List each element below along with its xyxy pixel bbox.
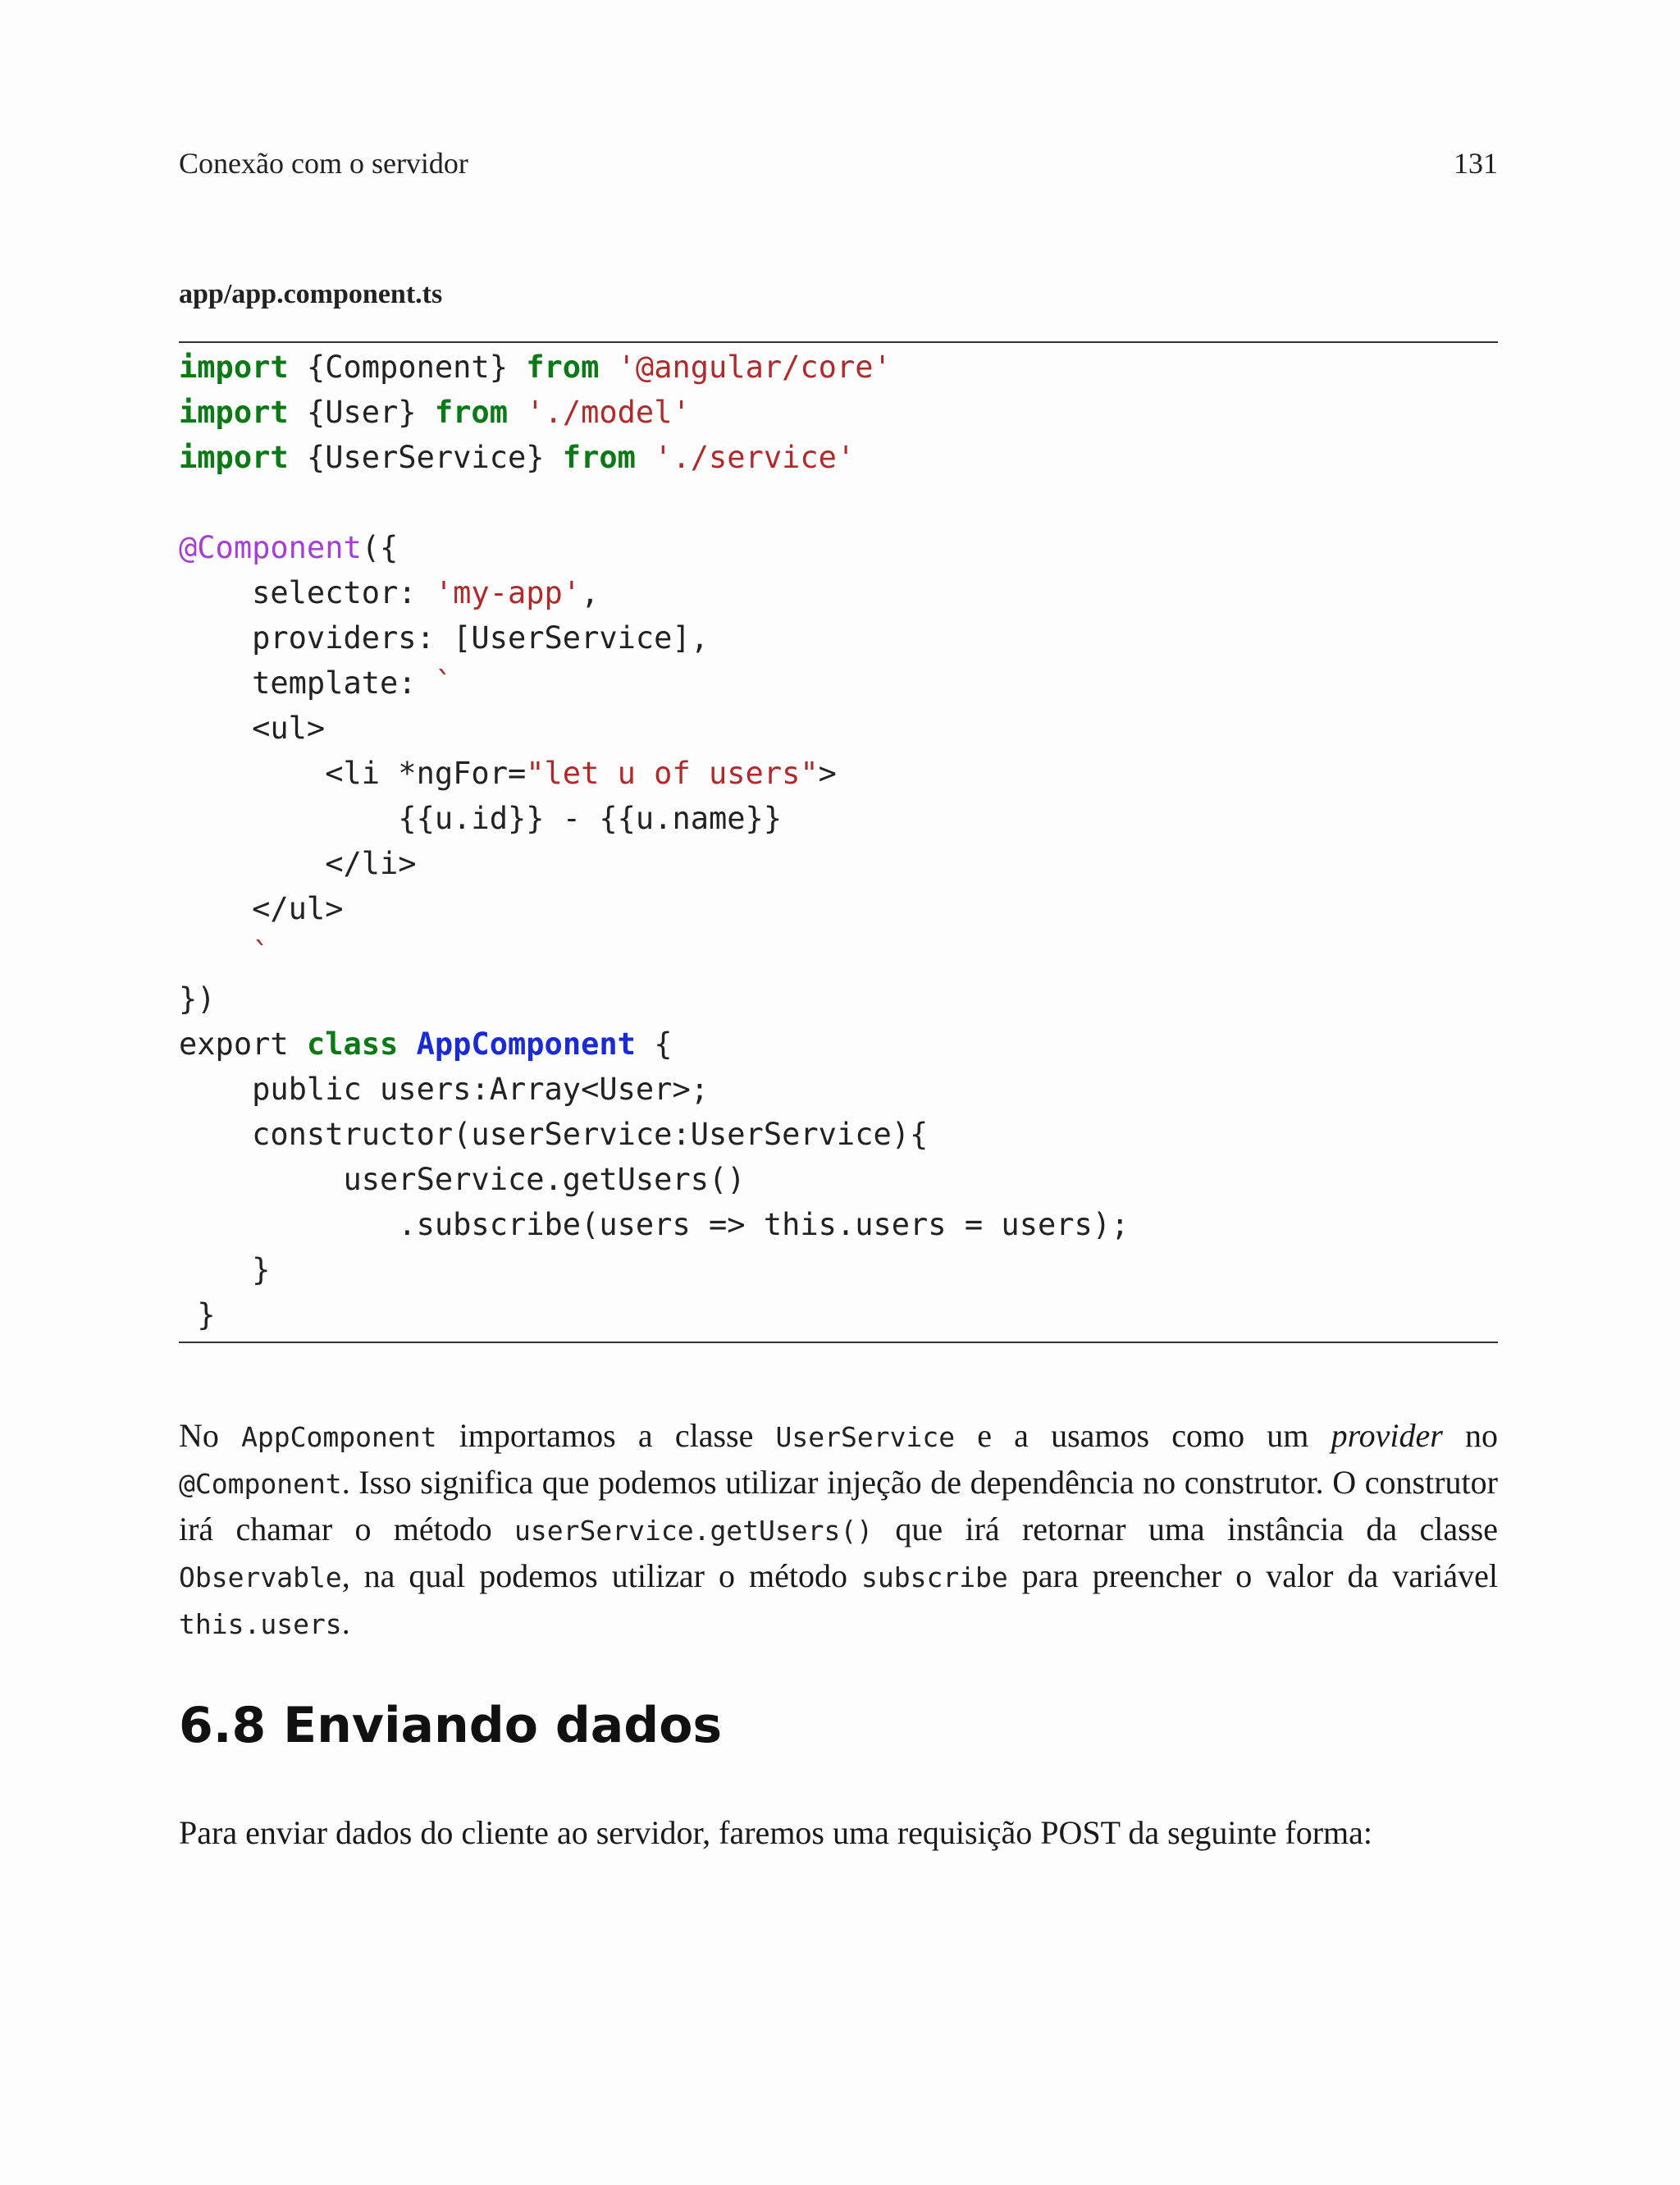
code-line: [179, 570, 1498, 615]
code-token: ,: [581, 575, 600, 610]
code-line: [179, 1292, 1498, 1337]
code-token: import: [179, 395, 289, 430]
code-block: [179, 345, 1498, 1337]
body-paragraph-2: Para enviar dados do cliente ao servidor, faremos uma requisição POST da seguinte forma:: [179, 1814, 1372, 1851]
paragraph-text: importamos a classe: [436, 1417, 776, 1454]
code-token: export: [179, 1026, 307, 1062]
inline-code: @Component: [179, 1468, 342, 1500]
code-token: {Component}: [288, 350, 527, 385]
code-filename: app/app.component.ts: [179, 279, 443, 309]
code-line: [179, 886, 1498, 931]
code-line: [179, 706, 1498, 751]
paragraph-text: no: [1442, 1417, 1499, 1454]
code-token: import: [179, 440, 289, 475]
code-token: 'my-app': [434, 575, 582, 610]
code-token: import: [179, 350, 289, 385]
code-token: AppComponent: [416, 1026, 636, 1062]
code-line: [179, 1022, 1498, 1067]
code-token: .subscribe(users => this.users = users);: [179, 1207, 1130, 1242]
code-line: [179, 796, 1498, 841]
code-line: [179, 1067, 1498, 1112]
code-line: [179, 615, 1498, 661]
paragraph-text: e a usamos como um: [955, 1417, 1331, 1454]
code-token: './service': [654, 440, 856, 475]
code-token: class: [306, 1026, 399, 1062]
code-line: [179, 1112, 1498, 1157]
code-line: [179, 841, 1498, 886]
code-token: </li>: [179, 846, 417, 881]
code-token: {User}: [288, 395, 435, 430]
section-heading: 6.8 Enviando dados: [179, 1697, 723, 1754]
inline-code: subscribe: [861, 1561, 1008, 1593]
code-token: providers: [UserService],: [179, 620, 710, 656]
code-token: <li *ngFor=: [179, 756, 527, 791]
inline-code: this.users: [179, 1608, 342, 1640]
code-line: [179, 390, 1498, 435]
paragraph-text: provider: [1331, 1417, 1443, 1454]
running-header: [179, 146, 1498, 181]
code-token: [179, 936, 252, 971]
code-token: <ul>: [179, 711, 326, 746]
chapter-title: Conexão com o servidor: [179, 147, 468, 180]
code-token: >: [818, 756, 837, 791]
code-line: [179, 435, 1498, 480]
page-number: 131: [1454, 147, 1498, 180]
code-token: `: [434, 665, 454, 701]
code-line: [179, 1202, 1498, 1247]
code-line: [179, 525, 1498, 570]
code-token: {UserService}: [288, 440, 563, 475]
inline-code: userService.getUsers(): [514, 1515, 874, 1547]
code-token: }: [179, 1297, 216, 1332]
code-token: {: [635, 1026, 673, 1062]
code-token: `: [252, 936, 271, 971]
code-token: [636, 440, 654, 475]
code-line: [179, 661, 1498, 706]
paragraph-text: que irá retornar uma instância da classe: [873, 1511, 1498, 1547]
code-line: [179, 976, 1498, 1022]
code-token: from: [526, 350, 600, 385]
code-token: public users:Array<User>;: [179, 1072, 710, 1107]
code-token: [398, 1026, 416, 1062]
code-token: '@angular/core': [617, 350, 892, 385]
code-token: './model': [526, 395, 691, 430]
paragraph-text: .: [341, 1604, 350, 1641]
code-token: from: [562, 440, 636, 475]
code-token: selector:: [179, 575, 435, 610]
paragraph-text: . Isso significa que podemos utilizar injeção de dependência no construtor. O construtor irá chamar o método: [179, 1464, 1498, 1547]
code-token: </ul>: [179, 891, 344, 926]
paragraph-text: para preencher o valor da variável: [1007, 1557, 1499, 1594]
inline-code: Observable: [179, 1561, 342, 1593]
code-line: [179, 751, 1498, 796]
code-line: [179, 480, 1498, 525]
inline-code: AppComponent: [241, 1421, 437, 1453]
code-bottom-rule: [179, 1342, 1498, 1343]
code-line: [179, 345, 1498, 390]
paragraph-text: , na qual podemos utilizar o método: [341, 1557, 861, 1594]
code-token: constructor(userService:UserService){: [179, 1117, 929, 1152]
code-token: @Component: [179, 530, 362, 565]
code-token: {{u.id}} - {{u.name}}: [179, 801, 783, 836]
code-token: [599, 350, 617, 385]
code-token: ({: [361, 530, 399, 565]
code-line: [179, 931, 1498, 976]
paragraph-text: No: [179, 1417, 242, 1454]
code-token: from: [434, 395, 508, 430]
code-token: }): [179, 981, 216, 1017]
code-token: template:: [179, 665, 435, 701]
code-token: [508, 395, 526, 430]
code-token: userService.getUsers(): [179, 1162, 746, 1197]
code-top-rule: [179, 341, 1498, 343]
inline-code: UserService: [775, 1421, 956, 1453]
code-line: [179, 1247, 1498, 1292]
code-token: "let u of users": [526, 756, 819, 791]
code-token: }: [179, 1252, 271, 1287]
code-line: [179, 1157, 1498, 1202]
body-paragraph: [179, 1413, 1498, 1647]
